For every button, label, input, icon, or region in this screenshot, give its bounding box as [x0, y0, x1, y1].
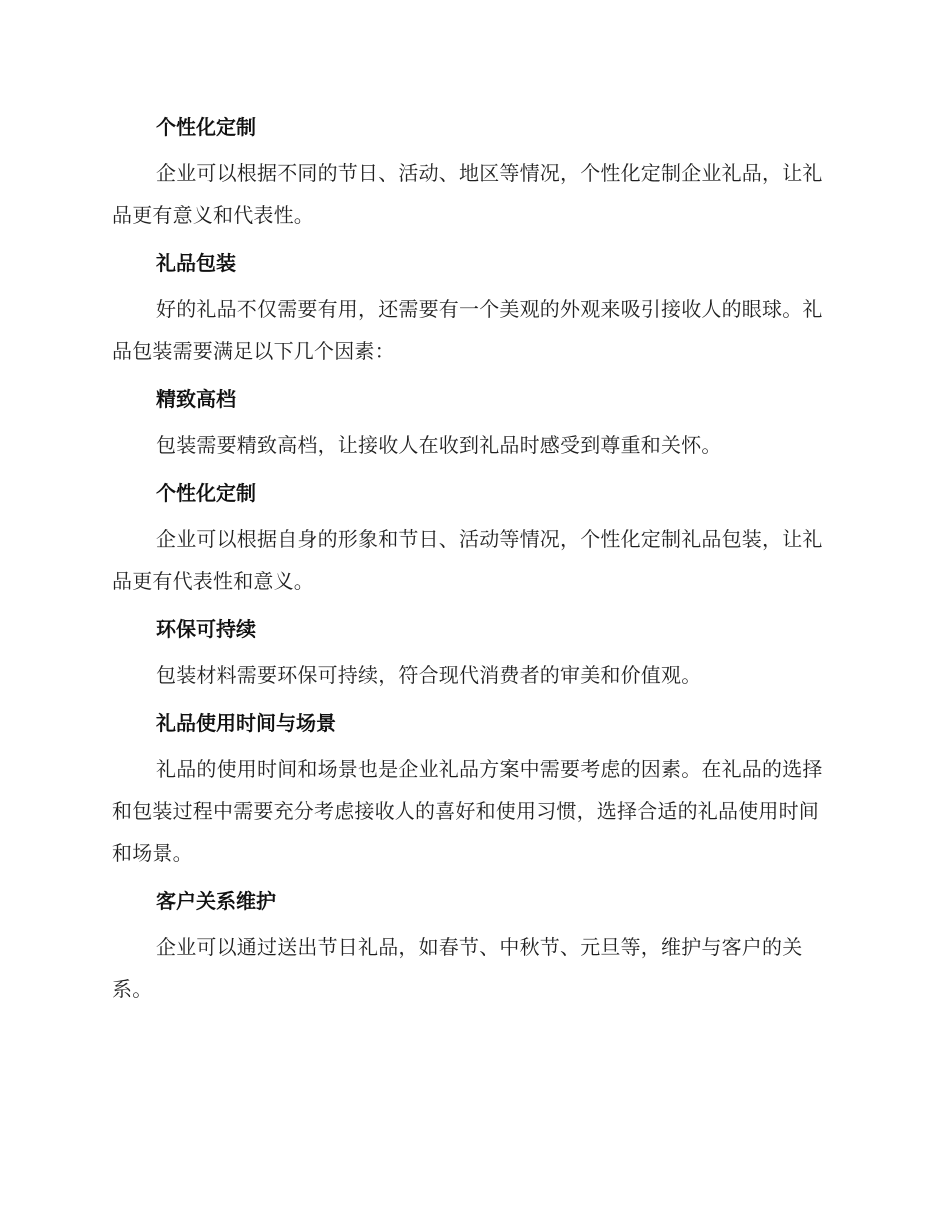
section-paragraph-client-relations: 企业可以通过送出节日礼品，如春节、中秋节、元旦等，维护与客户的关系。 [112, 935, 803, 1001]
section-paragraph-usage-time-scene: 礼品的使用时间和场景也是企业礼品方案中需要考虑的因素。在礼品的选择和包装过程中需要充分考虑接收人的喜好和使用习惯，选择合适的礼品使用时间和场景。 [112, 757, 823, 865]
section-paragraph-refined-premium: 包装需要精致高档，让接收人在收到礼品时感受到尊重和关怀。 [156, 433, 722, 457]
section-heading-custom-packaging: 个性化定制 [156, 481, 256, 505]
section-paragraph-custom-packaging: 企业可以根据自身的形象和节日、活动等情况，个性化定制礼品包装，让礼品更有代表性和意义。 [112, 527, 823, 593]
section-heading-gift-packaging: 礼品包装 [156, 251, 236, 275]
document-body [112, 108, 832, 1010]
section-heading-refined-premium: 精致高档 [156, 387, 236, 411]
section-paragraph-gift-packaging: 好的礼品不仅需要有用，还需要有一个美观的外观来吸引接收人的眼球。礼品包装需要满足以下几个因素： [112, 297, 823, 363]
section-heading-eco-sustainable: 环保可持续 [156, 617, 256, 641]
section-heading-custom-gifts: 个性化定制 [156, 115, 256, 139]
section-heading-usage-time-scene: 礼品使用时间与场景 [156, 711, 336, 735]
section-paragraph-eco-sustainable: 包装材料需要环保可持续，符合现代消费者的审美和价值观。 [156, 663, 702, 687]
section-heading-client-relations: 客户关系维护 [156, 889, 276, 913]
section-paragraph-custom-gifts: 企业可以根据不同的节日、活动、地区等情况，个性化定制企业礼品，让礼品更有意义和代表性。 [112, 161, 823, 227]
